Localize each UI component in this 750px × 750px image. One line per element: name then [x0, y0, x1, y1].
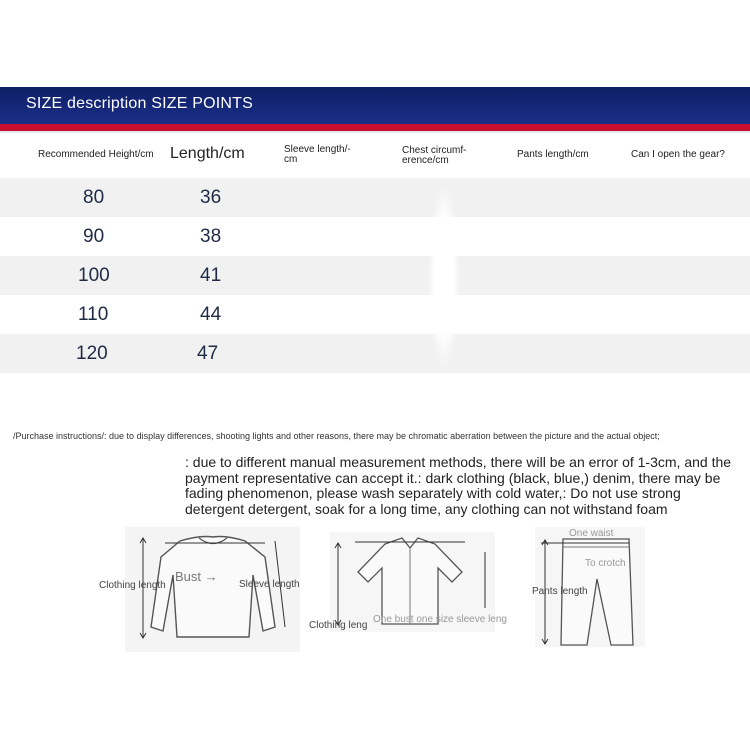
purchase-instructions: /Purchase instructions/: due to display differences, shooting lights and other reasons, there may be chromatic aberration between the picture and the actual object; — [13, 431, 660, 441]
cell-length: 41 — [200, 265, 222, 286]
header-gear: Can I open the gear? — [631, 149, 725, 160]
measurement-notes: : due to different manual measurement methods, there will be an error of 1-3cm, and the payment representative can accept it.: dark clothing (black, blue,) denim, there may be fading phenomenon, please wash separately with cold water,: Do not use strong detergent detergent, soak for a long time, any clothing can not withstand foam — [185, 454, 732, 517]
shirt-measure-label: One bust one size sleeve leng — [373, 614, 507, 625]
header-chest: Chest circumf-erence/cm — [402, 145, 467, 166]
header-height: Recommended Height/cm — [38, 149, 154, 160]
table-row — [0, 334, 750, 373]
pants-length-label: Pants length — [532, 586, 588, 597]
shirt-clothing-length-label: Clothing leng — [309, 620, 368, 631]
cell-length: 38 — [200, 226, 222, 247]
banner-red-stripe — [0, 124, 750, 131]
pants-waist-label: One waist — [569, 528, 614, 539]
table-row — [0, 178, 750, 217]
header-pants: Pants length/cm — [517, 149, 589, 160]
header-length: Length/cm — [170, 145, 245, 162]
faded-watermark — [428, 182, 460, 372]
table-row — [0, 256, 750, 295]
sweater-sleeve-length-label: Sleeve length — [239, 579, 300, 590]
cell-height: 100 — [78, 265, 110, 286]
header-sleeve: Sleeve length/-cm — [284, 144, 351, 165]
sweater-bust-label: Bust → — [175, 569, 218, 584]
table-row — [0, 217, 750, 256]
cell-height: 80 — [83, 187, 105, 208]
pants-crotch-label: To crotch — [585, 558, 626, 569]
cell-length: 47 — [197, 343, 219, 364]
cell-height: 90 — [83, 226, 105, 247]
size-table-body — [0, 178, 750, 373]
cell-length: 44 — [200, 304, 222, 325]
table-row — [0, 295, 750, 334]
cell-length: 36 — [200, 187, 222, 208]
sweater-clothing-length-label: Clothing length — [99, 580, 166, 591]
size-table-header — [0, 134, 750, 178]
cell-height: 110 — [78, 304, 109, 325]
shirt-diagram — [309, 532, 507, 632]
size-banner — [0, 87, 750, 124]
cell-height: 120 — [76, 343, 108, 364]
pants-diagram — [532, 527, 645, 647]
sweater-diagram — [99, 527, 300, 652]
banner-title: SIZE description SIZE POINTS — [26, 95, 253, 112]
